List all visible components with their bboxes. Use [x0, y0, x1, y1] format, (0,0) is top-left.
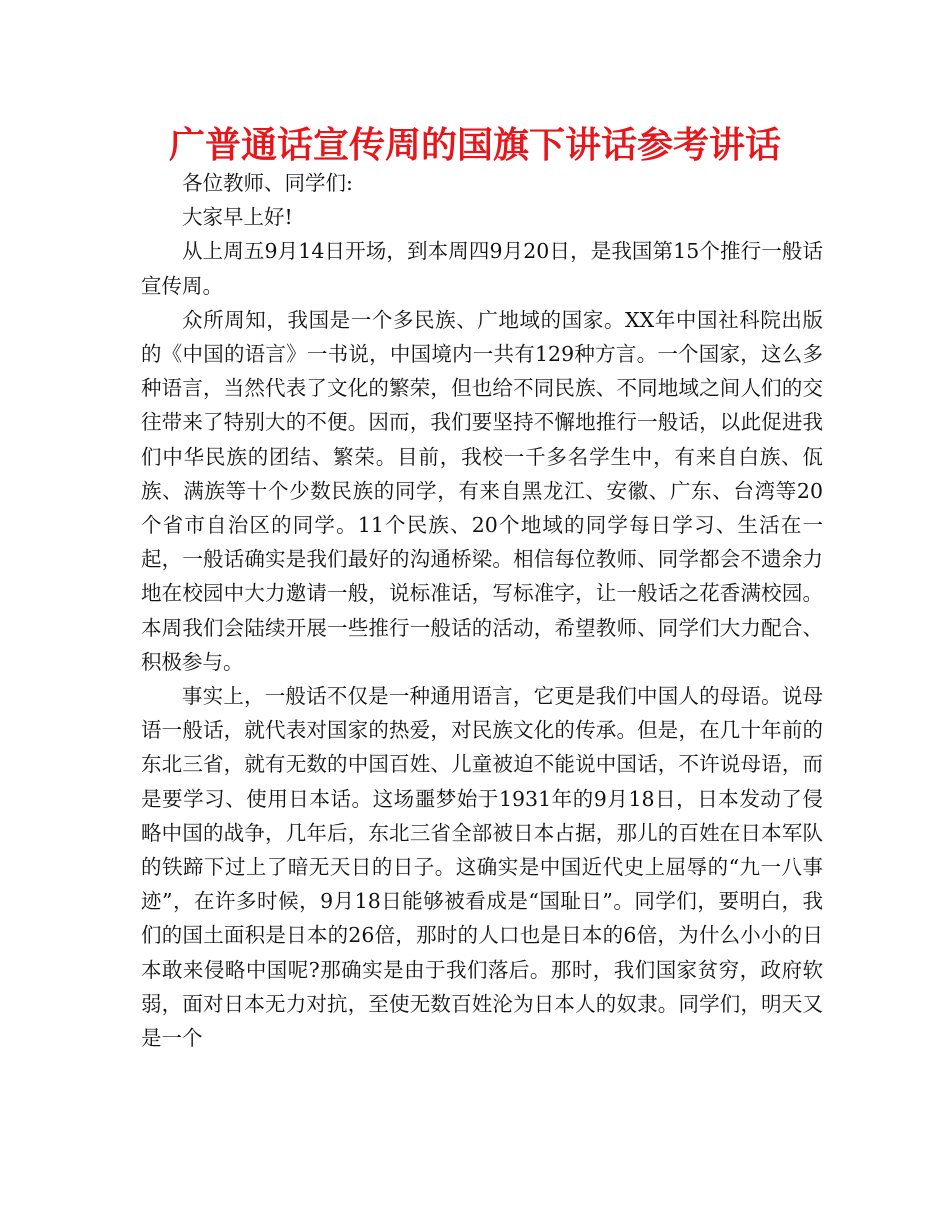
document-body — [141, 166, 823, 1055]
paragraph-body-1: 众所周知，我国是一个多民族、广地域的国家。XX年中国社科院出版的《中国的语言》一书说，中国境内一共有129种方言。一个国家，这么多种语言，当然代表了文化的繁荣，但也给不同民族、不同地域之间人们的交往带来了特别大的不便。因而，我们要坚持不懈地推行一般话，以此促进我们中华民族的团结、繁荣。目前，我校一千多名学生中，有来自白族、佤族、满族等十个少数民族的同学，有来自黑龙江、安徽、广东、台湾等20个省市自治区的同学。11个民族、20个地域的同学每日学习、生活在一起，一般话确实是我们最好的沟通桥梁。相信每位教师、同学都会不遗余力地在校园中大力邀请一般，说标准话，写标准字，让一般话之花香满校园。本周我们会陆续开展一些推行一般话的活动，希望教师、同学们大力配合、积极参与。 — [141, 307, 823, 674]
document-title: 广普通话宣传周的国旗下讲话参考讲话 — [168, 125, 781, 166]
paragraph-body-2: 事实上，一般话不仅是一种通用语言，它更是我们中国人的母语。说母语一般话，就代表对国家的热爱，对民族文化的传承。但是，在几十年前的东北三省，就有无数的中国百姓、儿童被迫不能说中国话，不许说母语，而是要学习、使用日本话。这场噩梦始于1931年的9月18日，日本发动了侵略中国的战争，几年后，东北三省全部被日本占据，那儿的百姓在日本军队的铁蹄下过上了暗无天日的日子。这确实是中国近代史上屈辱的“九一八事迹”，在许多时候，9月18日能够被看成是“国耻日”。同学们，要明白，我们的国土面积是日本的26倍，那时的人口也是日本的6倍，为什么小小的日本敢来侵略中国呢?那确实是由于我们落后。那时，我们国家贫穷，政府软弱，面对日本无力对抗，至使无数百姓沦为日本人的奴隶。同学们，明天又是一个 — [141, 684, 823, 1051]
paragraph-intro: 从上周五9月14日开场，到本周四9月20日，是我国第15个推行一般话宣传周。 — [141, 239, 823, 298]
paragraph-good-morning: 大家早上好! — [182, 205, 293, 230]
paragraph-greeting: 各位教师、同学们: — [182, 171, 353, 195]
